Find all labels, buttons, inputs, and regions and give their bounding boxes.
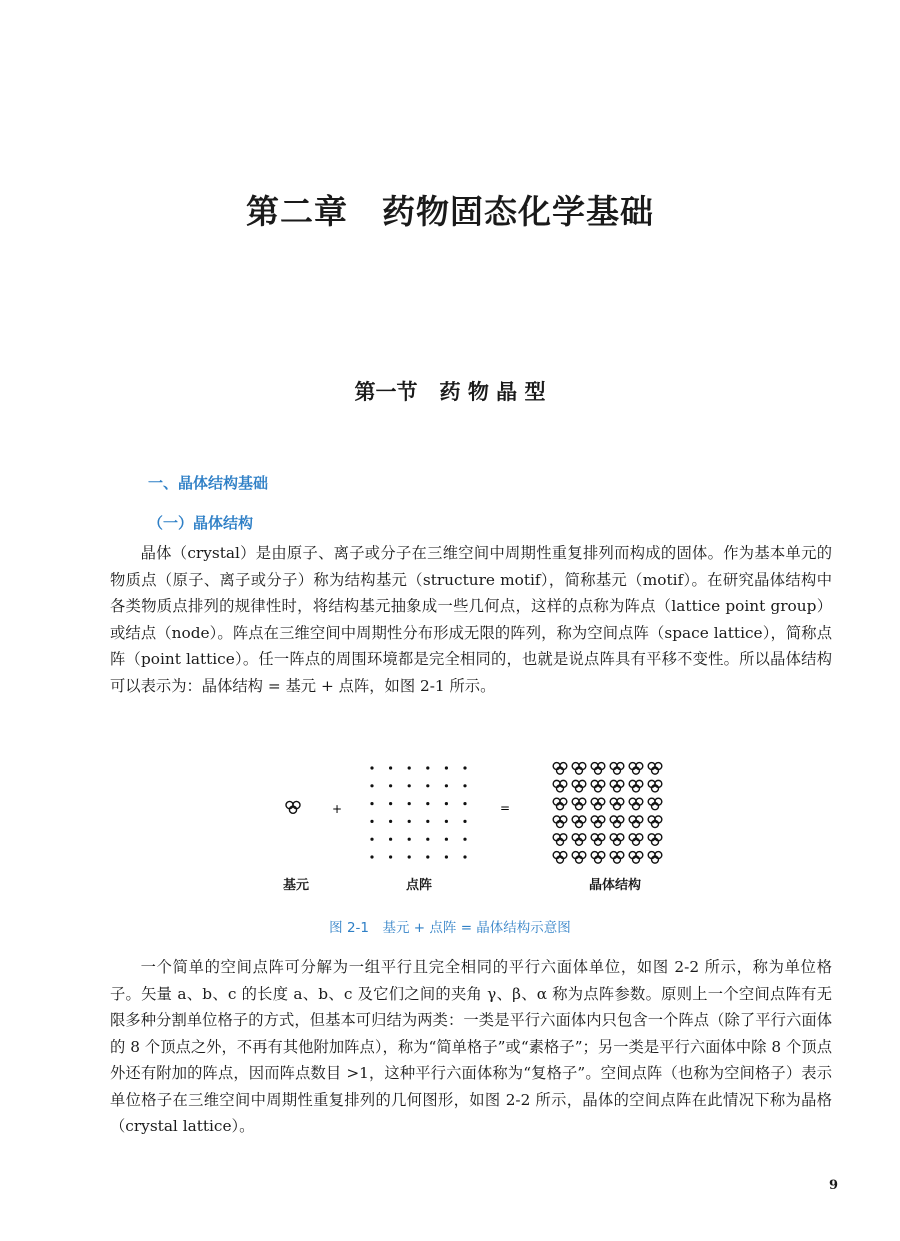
motif-trefoil — [553, 780, 567, 792]
lattice-point — [463, 838, 466, 841]
motif-trefoil — [553, 798, 567, 810]
motif-trefoil — [648, 816, 662, 828]
section-number: 第一节 — [354, 380, 418, 404]
chapter-title — [0, 186, 900, 233]
heading-crystal-structure-basics: 一、晶体结构基础 — [148, 474, 269, 492]
lattice-point — [445, 820, 448, 823]
motif-trefoil — [591, 816, 605, 828]
paragraph-crystal-definition: 晶体（crystal）是由原子、离子或分子在三维空间中周期性重复排列而构成的固体。作为基本单元的物质点（原子、离子或分子）称为结构基元（structure motif），简称基元（motif）。在研究晶体结构中各类物质点排列的规律性时，将结构基元抽象成一些几何点，这样的点称为阵点（lattice point group）或结点（node）。阵点在三维空间中周期性分布形成无限的阵列，称为空间点阵（space lattice），简称点阵（point lattice）。任一阵点的周围环境都是完全相同的，也就是说点阵具有平移不变性。所以晶体结构可以表示为：晶体结构 = 基元 + 点阵，如图 2-1 所示。 — [110, 544, 832, 695]
motif-trefoil — [610, 834, 624, 846]
motif-trefoil — [629, 798, 643, 810]
motif-trefoil — [648, 763, 662, 775]
lattice-point — [389, 784, 392, 787]
lattice-point — [463, 766, 466, 769]
motif-trefoil — [591, 780, 605, 792]
lattice-point — [389, 766, 392, 769]
lattice-point — [408, 838, 411, 841]
motif-trefoil — [629, 763, 643, 775]
motif-trefoil — [591, 763, 605, 775]
motif-trefoil — [648, 798, 662, 810]
motif-trefoil — [572, 816, 586, 828]
lattice-point — [445, 838, 448, 841]
lattice-point — [426, 838, 429, 841]
paragraph-unit-cell: 一个简单的空间点阵可分解为一组平行且完全相同的平行六面体单位，如图 2-2 所示，称为单位格子。矢量 a、b、c 的长度 a、b、c 及它们之间的夹角 γ、β、α 称为点阵参数。原则上一个空间点阵有无限多种分割单位格子的方式，但基本可归结为两类：一类是平行六面体内只包含一个阵点（除了平行六面体的 8 个顶点之外，不再有其他附加阵点），称为“简单格子”或“素格子”；另一类是平行六面体中除 8 个顶点外还有附加的阵点，因而阵点数目 >1，这种平行六面体称为“复格子”。空间点阵（也称为空间格子）表示单位格子在三维空间中周期性重复排列的几何图形，如图 2-2 所示，晶体的空间点阵在此情况下称为晶格（crystal lattice）。 — [110, 958, 832, 1135]
motif-trefoil — [629, 780, 643, 792]
motif-trefoil — [629, 816, 643, 828]
motif-trefoil — [591, 852, 605, 864]
lattice-point — [408, 855, 411, 858]
lattice-point — [370, 766, 373, 769]
section-title — [0, 376, 900, 406]
lattice-point — [463, 855, 466, 858]
label-crystal-structure: 晶体结构 — [589, 878, 642, 893]
lattice-point — [370, 820, 373, 823]
lattice-point — [389, 802, 392, 805]
lattice-point — [445, 855, 448, 858]
motif-trefoil — [629, 834, 643, 846]
motif-trefoil — [610, 798, 624, 810]
motif-trefoil — [648, 852, 662, 864]
figure-2-1 — [270, 755, 670, 895]
motif-trefoil — [648, 834, 662, 846]
motif-trefoil — [610, 780, 624, 792]
lattice-point — [463, 820, 466, 823]
motif-trefoil — [572, 780, 586, 792]
chapter-name: 药物固态化学基础 — [382, 192, 654, 231]
motif-trefoil — [610, 852, 624, 864]
motif-trefoil — [572, 852, 586, 864]
lattice-point — [463, 784, 466, 787]
lattice-point — [408, 802, 411, 805]
lattice-point — [389, 855, 392, 858]
lattice-point — [408, 766, 411, 769]
section-name: 药 物 晶 型 — [439, 380, 546, 404]
lattice-point — [389, 838, 392, 841]
motif-trefoil — [286, 801, 300, 813]
motif-trefoil — [648, 780, 662, 792]
lattice-point — [445, 802, 448, 805]
label-motif: 基元 — [283, 878, 310, 893]
lattice-point — [426, 766, 429, 769]
motif-trefoil — [591, 798, 605, 810]
motif-trefoil — [591, 834, 605, 846]
motif-trefoil — [629, 852, 643, 864]
lattice-point — [426, 784, 429, 787]
lattice-point — [408, 820, 411, 823]
motif-trefoil — [553, 834, 567, 846]
motif-trefoil — [610, 816, 624, 828]
lattice-point — [370, 802, 373, 805]
lattice-point — [463, 802, 466, 805]
lattice-point — [426, 820, 429, 823]
point-lattice — [370, 766, 466, 858]
motif-trefoil — [572, 834, 586, 846]
motif-trefoil — [572, 798, 586, 810]
label-lattice: 点阵 — [406, 878, 433, 893]
motif-symbol — [286, 801, 300, 813]
lattice-point — [370, 855, 373, 858]
chapter-number: 第二章 — [246, 192, 348, 231]
lattice-point — [445, 766, 448, 769]
lattice-point — [370, 784, 373, 787]
equals-sign: = — [500, 801, 511, 815]
lattice-point — [426, 802, 429, 805]
lattice-point — [370, 838, 373, 841]
lattice-point — [445, 784, 448, 787]
motif-trefoil — [553, 816, 567, 828]
figure-caption: 图 2-1 基元 + 点阵 = 晶体结构示意图 — [329, 920, 571, 936]
lattice-point — [426, 855, 429, 858]
lattice-point — [389, 820, 392, 823]
plus-sign: + — [332, 802, 343, 816]
heading-crystal-structure: （一）晶体结构 — [148, 514, 254, 532]
motif-trefoil — [553, 852, 567, 864]
crystal-structure-grid — [553, 763, 662, 864]
motif-trefoil — [553, 763, 567, 775]
motif-trefoil — [572, 763, 586, 775]
motif-trefoil — [610, 763, 624, 775]
lattice-point — [408, 784, 411, 787]
page-number: 9 — [828, 1178, 838, 1193]
